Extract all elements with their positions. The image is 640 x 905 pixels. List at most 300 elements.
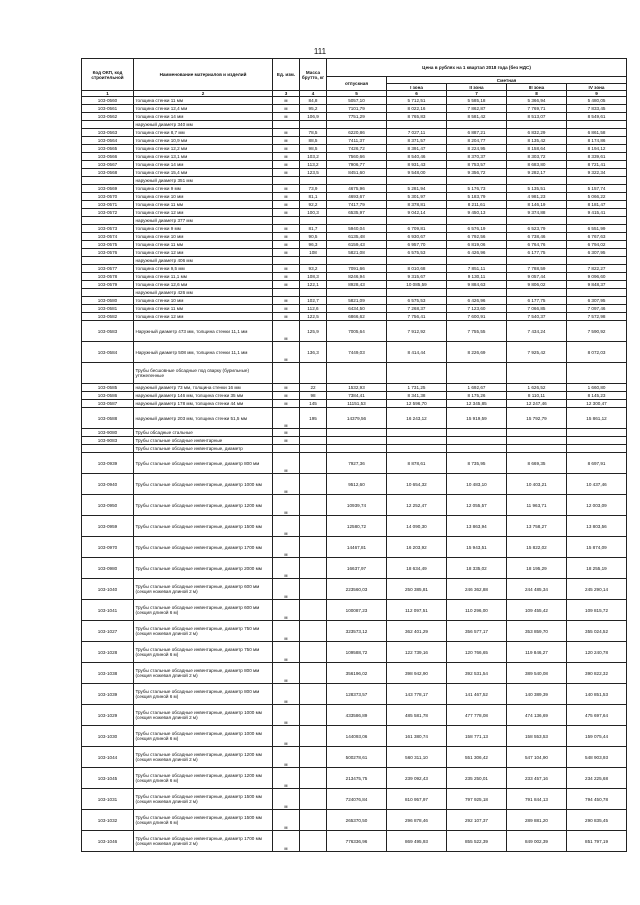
cell-zone2-price: 6 792,56 [447,233,507,241]
cell-zone3-price: 6 177,75 [507,297,567,305]
cell-zone2-price [447,437,507,445]
cell-zone3-price: 8 303,72 [507,153,567,161]
cell-unit: м [273,400,300,408]
cell-unit [273,121,300,129]
cell-code: 103-0565 [82,145,134,153]
table-row [82,831,627,852]
cell-name: наружный диаметр 146 мм, толщина стенки 35 мм [134,392,273,400]
cell-zone3-price [507,363,567,384]
cell-release-price: 356196,02 [327,663,387,684]
cell-zone4-price: 13 803,56 [567,516,627,537]
cell-zone3-price: 8 683,80 [507,161,567,169]
table-header [82,59,627,97]
cell-release-price: 16637,97 [327,558,387,579]
cell-zone4-price: 1 660,80 [567,384,627,392]
table-row [82,193,627,201]
cell-code: 103-0579 [82,281,134,289]
cell-mass: 100,3 [300,209,327,217]
cell-zone3-price: 6 832,29 [507,129,567,137]
cell-code: 103-1045 [82,768,134,789]
cell-release-price: 6159,43 [327,241,387,249]
cell-zone1-price: 398 942,90 [387,663,447,684]
cell-zone2-price: 6 887,21 [447,129,507,137]
cell-zone4-price: 6 307,95 [567,249,627,257]
cell-zone1-price: 8 022,16 [387,105,447,113]
table-row [82,297,627,305]
cell-zone4-price: 120 240,78 [567,642,627,663]
cell-zone1-price: 12 596,70 [387,400,447,408]
cell-unit: м [273,642,300,663]
cell-unit: м [273,831,300,852]
cell-mass: 81,7 [300,225,327,233]
page-number: 111 [313,47,327,56]
cell-zone1-price: 6 930,67 [387,233,447,241]
cell-mass: 88,5 [300,137,327,145]
cell-zone1-price: 10 654,32 [387,474,447,495]
cell-zone4-price [567,177,627,185]
cell-zone1-price [387,445,447,453]
cell-zone3-price: 289 881,20 [507,810,567,831]
cell-code [82,257,134,265]
cell-zone4-price [567,289,627,297]
cell-zone1-price: 14 090,30 [387,516,447,537]
cell-unit: м [273,558,300,579]
cell-zone4-price: 7 572,98 [567,313,627,321]
cell-code: 103-0970 [82,537,134,558]
cell-unit: м [273,705,300,726]
cell-zone3-price: 474 136,69 [507,705,567,726]
cell-code: 103-0567 [82,161,134,169]
cell-unit: м [273,516,300,537]
table-row [82,747,627,768]
cell-zone2-price: 7 755,55 [447,321,507,342]
cell-code: 103-0577 [82,265,134,273]
table-row [82,153,627,161]
table-row [82,209,627,217]
cell-unit [273,445,300,453]
cell-zone4-price: 6 861,58 [567,129,627,137]
cell-zone2-price: 392 531,54 [447,663,507,684]
cell-release-price: 7005,64 [327,321,387,342]
cell-zone3-price: 8 135,42 [507,137,567,145]
cell-unit [273,177,300,185]
cell-mass: 84,8 [300,97,327,105]
cell-name: Трубы стальные обсадные инвентарные, диаметр 1500 мм (секция длиной 6 м) [134,810,273,831]
cell-zone2-price [447,121,507,129]
cell-name: толщина стенки 12 мм [134,209,273,217]
price-table [81,58,627,852]
cell-zone2-price: 292 107,37 [447,810,507,831]
cell-name: наружный диаметр 340 мм [134,121,273,129]
cell-zone4-price: 794 450,78 [567,789,627,810]
col-number: 5 [327,91,387,97]
cell-unit: м [273,321,300,342]
cell-zone4-price: 140 851,53 [567,684,627,705]
cell-name: наружный диаметр 406 мм [134,257,273,265]
table-row [82,225,627,233]
cell-zone4-price: 9 322,34 [567,169,627,177]
cell-code: 103-1044 [82,747,134,768]
cell-release-price: 7417,79 [327,201,387,209]
cell-zone1-price: 8 391,47 [387,145,447,153]
table-row [82,516,627,537]
col-number: 7 [447,91,507,97]
cell-zone2-price: 235 250,01 [447,768,507,789]
cell-code: 103-0585 [82,384,134,392]
cell-zone3-price: 140 389,39 [507,684,567,705]
cell-unit [273,289,300,297]
table-row [82,97,627,105]
cell-unit: м [273,297,300,305]
cell-mass: 95,2 [300,105,327,113]
cell-code: 103-0576 [82,249,134,257]
cell-zone2-price: 8 211,61 [447,201,507,209]
table-row [82,121,627,129]
table-row [82,257,627,265]
table-row [82,129,627,137]
cell-zone2-price: 7 851,11 [447,265,507,273]
cell-mass [300,516,327,537]
cell-release-price: 8928,43 [327,281,387,289]
cell-zone3-price: 6 177,75 [507,249,567,257]
cell-zone2-price: 10 483,10 [447,474,507,495]
cell-zone4-price: 18 255,19 [567,558,627,579]
cell-code: 103-1032 [82,810,134,831]
cell-mass: 122,1 [300,281,327,289]
cell-mass: 195 [300,408,327,429]
cell-mass [300,429,327,437]
cell-zone2-price [447,429,507,437]
cell-zone4-price: 390 822,32 [567,663,627,684]
cell-name: Трубы стальные обсадные инвентарные, диаметр 1700 мм (секция ножевая длиной 2 м) [134,831,273,852]
cell-code: 103-9080 [82,429,134,437]
cell-zone3-price [507,429,567,437]
cell-zone4-price: 10 437,46 [567,474,627,495]
table-row [82,201,627,209]
cell-name: толщина стенки 9 мм [134,225,273,233]
table-row [82,537,627,558]
cell-name: толщина стенки 14 мм [134,161,273,169]
cell-zone2-price: 8 175,26 [447,392,507,400]
cell-zone4-price: 7 097,46 [567,305,627,313]
table-row [82,273,627,281]
cell-release-price: 7411,37 [327,137,387,145]
cell-zone3-price [507,437,567,445]
cell-code: 103-0581 [82,305,134,313]
cell-zone2-price: 797 925,18 [447,789,507,810]
cell-zone3-price: 849 002,39 [507,831,567,852]
cell-zone1-price: 7 268,37 [387,305,447,313]
cell-mass: 81,1 [300,193,327,201]
cell-code: 103-0583 [82,321,134,342]
cell-release-price: 7906,77 [327,161,387,169]
cell-code: 103-1031 [82,789,134,810]
cell-zone3-price: 547 104,90 [507,747,567,768]
cell-zone3-price: 109 455,42 [507,600,567,621]
header-code: Код ОКП, код строительной [82,59,134,91]
table-row [82,384,627,392]
cell-zone2-price [447,257,507,265]
cell-mass [300,663,327,684]
cell-zone1-price: 12 252,47 [387,495,447,516]
cell-zone2-price: 8 370,37 [447,153,507,161]
cell-name: толщина стенки 12,6 мм [134,281,273,289]
cell-zone3-price: 9 806,02 [507,281,567,289]
cell-mass: 106,9 [300,113,327,121]
cell-name: толщина стенки 10 мм [134,297,273,305]
cell-code [82,445,134,453]
cell-zone4-price: 8 174,86 [567,137,627,145]
cell-unit: м [273,249,300,257]
cell-zone1-price: 7 912,92 [387,321,447,342]
cell-name: Трубы стальные обсадные инвентарные, диаметр 600 мм (секция ножевая длиной 2 м) [134,579,273,600]
table-row [82,789,627,810]
cell-zone4-price: 8 145,23 [567,392,627,400]
cell-zone3-price: 8 110,11 [507,392,567,400]
cell-unit: м [273,201,300,209]
cell-zone2-price: 15 943,51 [447,537,507,558]
cell-mass [300,789,327,810]
cell-zone1-price: 122 739,16 [387,642,447,663]
cell-zone1-price: 362 401,29 [387,621,447,642]
cell-release-price: 433586,89 [327,705,387,726]
cell-release-price [327,289,387,297]
cell-release-price [327,177,387,185]
cell-name: Трубы стальные обсадные инвентарные, диаметр 1500 мм [134,516,273,537]
cell-release-price: 7426,72 [327,145,387,153]
table-row [82,363,627,384]
cell-zone3-price: 7 540,37 [507,313,567,321]
cell-code: 103-1039 [82,684,134,705]
cell-code: 103-0939 [82,453,134,474]
cell-unit [273,257,300,265]
table-row [82,241,627,249]
cell-release-price: 776336,96 [327,831,387,852]
cell-zone4-price: 8 194,12 [567,145,627,153]
cell-zone2-price: 8 226,69 [447,342,507,363]
cell-mass [300,453,327,474]
cell-zone1-price: 810 957,97 [387,789,447,810]
cell-release-price: 10939,74 [327,495,387,516]
cell-name: Трубы бесшовные обсадные под сварку (бурильные) утяжеленные [134,363,273,384]
col-number: 6 [387,91,447,97]
cell-zone1-price: 112 097,51 [387,600,447,621]
cell-name: Трубы стальные обсадные инвентарные, диаметр 1500 мм (секция ножевая длиной 2 м) [134,789,273,810]
cell-zone2-price [447,217,507,225]
cell-unit: м [273,384,300,392]
cell-zone1-price: 6 957,70 [387,241,447,249]
cell-zone2-price [447,289,507,297]
cell-zone3-price: 5 135,51 [507,185,567,193]
cell-unit: м [273,579,300,600]
table-row [82,137,627,145]
cell-zone1-price: 8 878,61 [387,453,447,474]
header-price-group: Цена в рублях на 1 квартал 2018 года (без НДС) [327,59,627,77]
cell-zone3-price [507,121,567,129]
cell-release-price: 265370,50 [327,810,387,831]
cell-mass: 98 [300,392,327,400]
cell-mass [300,437,327,445]
cell-zone3-price: 353 859,70 [507,621,567,642]
cell-mass [300,642,327,663]
cell-code: 103-0573 [82,225,134,233]
cell-zone3-price: 7 434,24 [507,321,567,342]
cell-code: 103-0574 [82,233,134,241]
cell-zone4-price: 7 590,92 [567,321,627,342]
cell-zone1-price [387,363,447,384]
cell-name: Трубы стальные обсадные инвентарные, диаметр 1700 мм [134,537,273,558]
cell-mass [300,495,327,516]
table-row [82,281,627,289]
cell-release-price: 5940,04 [327,225,387,233]
col-number: 4 [300,91,327,97]
cell-zone3-price: 1 626,52 [507,384,567,392]
cell-code [82,177,134,185]
cell-code: 103-0578 [82,273,134,281]
cell-zone4-price: 7 822,27 [567,265,627,273]
cell-zone4-price: 15 861,12 [567,408,627,429]
cell-zone1-price: 8 540,46 [387,153,447,161]
table-row [82,495,627,516]
cell-zone3-price: 7 788,59 [507,265,567,273]
cell-code [82,121,134,129]
cell-name: толщина стенки 14 мм [134,113,273,121]
table-row [82,342,627,363]
cell-zone3-price: 9 057,44 [507,273,567,281]
cell-release-price [327,121,387,129]
cell-zone3-price: 9 282,17 [507,169,567,177]
cell-name: Трубы стальные обсадные инвентарные, диаметр 1000 мм [134,474,273,495]
cell-zone2-price: 9 356,72 [447,169,507,177]
cell-zone3-price [507,257,567,265]
cell-mass: 92,2 [300,201,327,209]
cell-code: 103-0940 [82,474,134,495]
cell-mass: 73,9 [300,185,327,193]
cell-zone2-price: 6 576,19 [447,225,507,233]
cell-unit: м [273,810,300,831]
cell-zone2-price: 855 522,39 [447,831,507,852]
cell-zone1-price: 869 495,93 [387,831,447,852]
cell-unit: м [273,684,300,705]
cell-code: 103-0564 [82,137,134,145]
cell-unit: м [273,209,300,217]
cell-name: Наружный диаметр 508 мм, толщина стенки 11,1 мм [134,342,273,363]
cell-zone1-price: 143 778,17 [387,684,447,705]
cell-zone4-price: 355 024,52 [567,621,627,642]
cell-zone3-price: 8 513,07 [507,113,567,121]
cell-zone2-price: 8 204,77 [447,137,507,145]
cell-zone3-price: 15 822,02 [507,537,567,558]
cell-zone2-price: 6 819,06 [447,241,507,249]
cell-code: 103-0572 [82,209,134,217]
table-row [82,400,627,408]
table-row [82,105,627,113]
header-estimated: Сметная [387,77,627,84]
cell-zone3-price: 7 769,71 [507,105,567,113]
cell-zone2-price: 477 778,08 [447,705,507,726]
cell-zone1-price: 16 203,92 [387,537,447,558]
table-row [82,321,627,342]
cell-zone4-price: 9 848,37 [567,281,627,289]
cell-unit: м [273,768,300,789]
table-row [82,429,627,437]
table-row [82,600,627,621]
cell-release-price: 6220,86 [327,129,387,137]
col-number: 2 [134,91,273,97]
cell-name: толщина стенки 10,9 мм [134,137,273,145]
cell-code: 103-0571 [82,201,134,209]
table-row [82,768,627,789]
cell-name: толщина стенки 11 мм [134,201,273,209]
cell-zone3-price: 7 066,85 [507,305,567,313]
cell-release-price: 144093,06 [327,726,387,747]
cell-release-price: 7449,03 [327,342,387,363]
cell-zone3-price: 5 366,94 [507,97,567,105]
cell-zone4-price: 5 480,05 [567,97,627,105]
cell-zone4-price: 851 797,19 [567,831,627,852]
cell-zone4-price [567,445,627,453]
cell-zone4-price [567,429,627,437]
cell-zone4-price: 245 290,14 [567,579,627,600]
cell-unit: м [273,537,300,558]
cell-zone4-price: 12 300,47 [567,400,627,408]
table-row [82,445,627,453]
cell-name: Трубы стальные обсадные инвентарные, диаметр 1200 мм (секция длиной 6 м) [134,768,273,789]
cell-code: 103-1038 [82,663,134,684]
table-row [82,726,627,747]
cell-release-price: 323573,12 [327,621,387,642]
cell-zone1-price [387,289,447,297]
cell-mass: 112,6 [300,305,327,313]
cell-code: 103-9083 [82,437,134,445]
cell-release-price: 5821,09 [327,297,387,305]
cell-zone1-price: 6 575,53 [387,249,447,257]
cell-name: наружный диаметр 426 мм [134,289,273,297]
cell-mass [300,121,327,129]
cell-mass [300,747,327,768]
cell-zone2-price: 8 224,95 [447,145,507,153]
cell-zone1-price: 5 281,94 [387,185,447,193]
cell-zone1-price: 5 301,97 [387,193,447,201]
cell-mass: 90,5 [300,233,327,241]
cell-code: 103-0586 [82,392,134,400]
cell-zone2-price: 8 581,42 [447,113,507,121]
cell-unit: м [273,265,300,273]
cell-mass [300,217,327,225]
cell-mass [300,726,327,747]
cell-zone3-price: 8 669,35 [507,453,567,474]
table-row [82,161,627,169]
cell-zone2-price: 13 863,94 [447,516,507,537]
cell-code: 103-0584 [82,342,134,363]
cell-release-price: 6866,62 [327,313,387,321]
cell-zone4-price: 12 003,09 [567,495,627,516]
cell-release-price [327,437,387,445]
cell-zone1-price: 16 243,12 [387,408,447,429]
cell-release-price: 9512,60 [327,474,387,495]
cell-zone2-price: 5 585,18 [447,97,507,105]
cell-zone2-price: 110 296,00 [447,600,507,621]
cell-zone3-price: 7 925,42 [507,342,567,363]
cell-zone3-price: 15 792,79 [507,408,567,429]
cell-code: 103-0587 [82,400,134,408]
cell-zone2-price: 7 862,87 [447,105,507,113]
cell-code: 103-0568 [82,169,134,177]
table-row [82,313,627,321]
cell-zone4-price [567,121,627,129]
table-row [82,265,627,273]
table-row [82,642,627,663]
